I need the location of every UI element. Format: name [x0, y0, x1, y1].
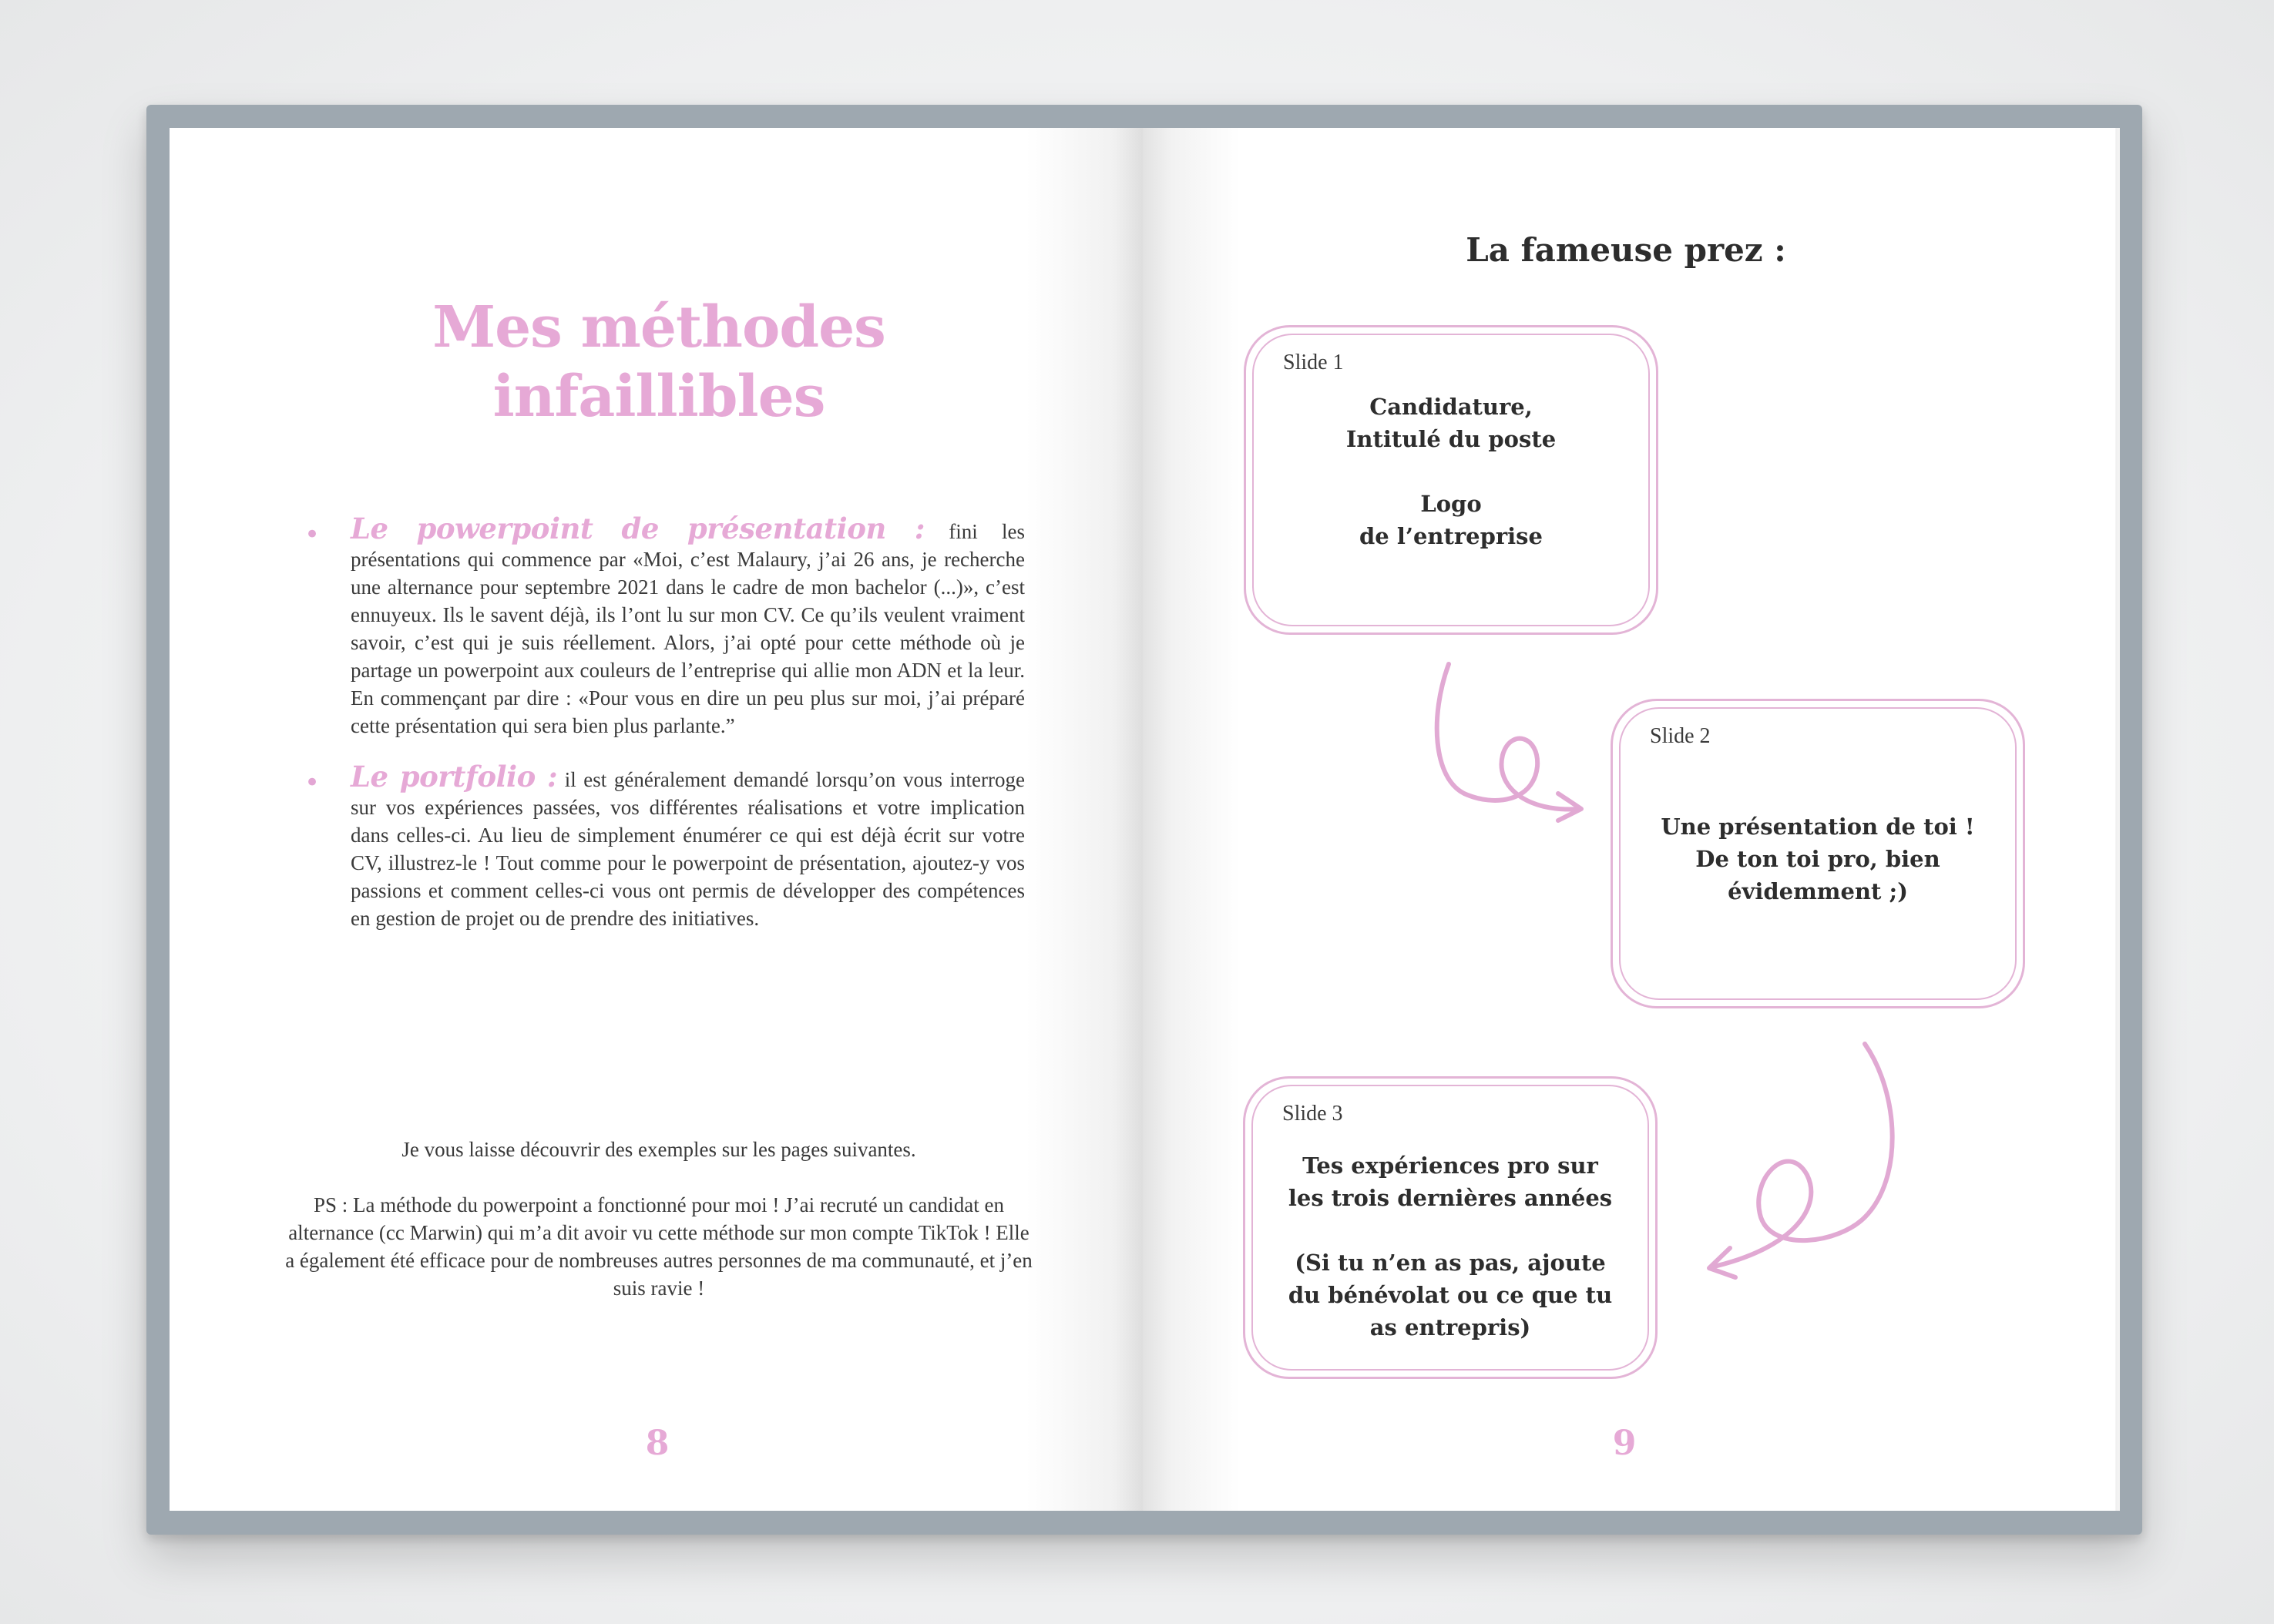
- bullet-icon: •: [304, 767, 321, 798]
- slide-line: de l’entreprise: [1359, 523, 1543, 549]
- slide-line: Une présentation de toi !: [1661, 814, 1975, 840]
- slide-line: les trois dernières années: [1288, 1185, 1613, 1211]
- slide-line: De ton toi pro, bien: [1695, 846, 1940, 872]
- curly-arrow-icon: [1437, 664, 1580, 809]
- slide-line: (Si tu n’en as pas, ajoute: [1295, 1250, 1606, 1276]
- bullet-lead: Le powerpoint de présentation :: [351, 512, 925, 545]
- page-number-right: 9: [1612, 1424, 1637, 1463]
- bullet-lead: Le portfolio :: [351, 760, 558, 794]
- slide-line: Intitulé du poste: [1345, 426, 1557, 452]
- closing-text-1: Je vous laisse découvrir des exemples sur les pages suivantes.: [401, 1138, 916, 1161]
- slide-line: du bénévolat ou ce que tu: [1288, 1282, 1613, 1308]
- slide-label: Slide 2: [1650, 724, 1711, 748]
- slide-line: Tes expériences pro sur: [1302, 1153, 1598, 1179]
- bullet-text: fini les présentations qui commence par «Moi, c’est Malaury, j’ai 26 ans, je recherche une alternance pour septembre 2021 dans le cadre de mon bachelor (...)», c’est ennuyeux. Ils le savent déjà, ils l’ont lu sur mon CV. Ce qu’ils veulent vraiment savoir, c’est qui je suis réellement. Alors, j’ai opté pour cette méthode où je partage un powerpoint aux couleurs de l’entreprise qui allie mon ADN et la leur. En commençant par dire : «Pour vous en dire un peu plus sur moi, j’ai préparé cette présentation qui sera bien plus parlante.”: [351, 520, 1025, 737]
- slide-line: as entrepris): [1369, 1314, 1531, 1340]
- slide-line: évidemment ;): [1728, 878, 1908, 904]
- curly-arrow-icon: [1711, 1044, 1893, 1267]
- bullet-text: il est généralement demandé lorsqu’on vous interroge sur vos expériences passées, vos différentes réalisations et votre implication dans celles-ci. Au lieu de simplement énumérer ce qui est déjà écrit sur votre CV, illustrez-le ! Tout comme pour le powerpoint de présentation, ajoutez-y vos passions et comment celles-ci vous ont permis de développer des compétences en gestion de projet ou de prendre des initiatives.: [351, 768, 1025, 930]
- slide-label: Slide 3: [1282, 1102, 1343, 1126]
- title-line-1: Mes méthodes: [432, 294, 885, 361]
- title-line-2: infaillibles: [492, 364, 825, 430]
- right-page-title: La fameuse prez :: [1466, 231, 1786, 269]
- bullet-icon: •: [304, 519, 321, 550]
- page-number-left: 8: [645, 1424, 670, 1463]
- closing-text-2: PS : La méthode du powerpoint a fonctionné pour moi ! J’ai recruté un candidat en alternance (cc Marwin) qui m’a dit avoir vu cette méthode sur mon compte TikTok ! Elle a également été efficace pour de nombreuses autres personnes de ma communauté, et j’en suis ravie !: [285, 1193, 1033, 1300]
- slide-label: Slide 1: [1283, 351, 1344, 374]
- slide-line: Logo: [1420, 491, 1482, 517]
- slide-line: Candidature,: [1369, 394, 1533, 420]
